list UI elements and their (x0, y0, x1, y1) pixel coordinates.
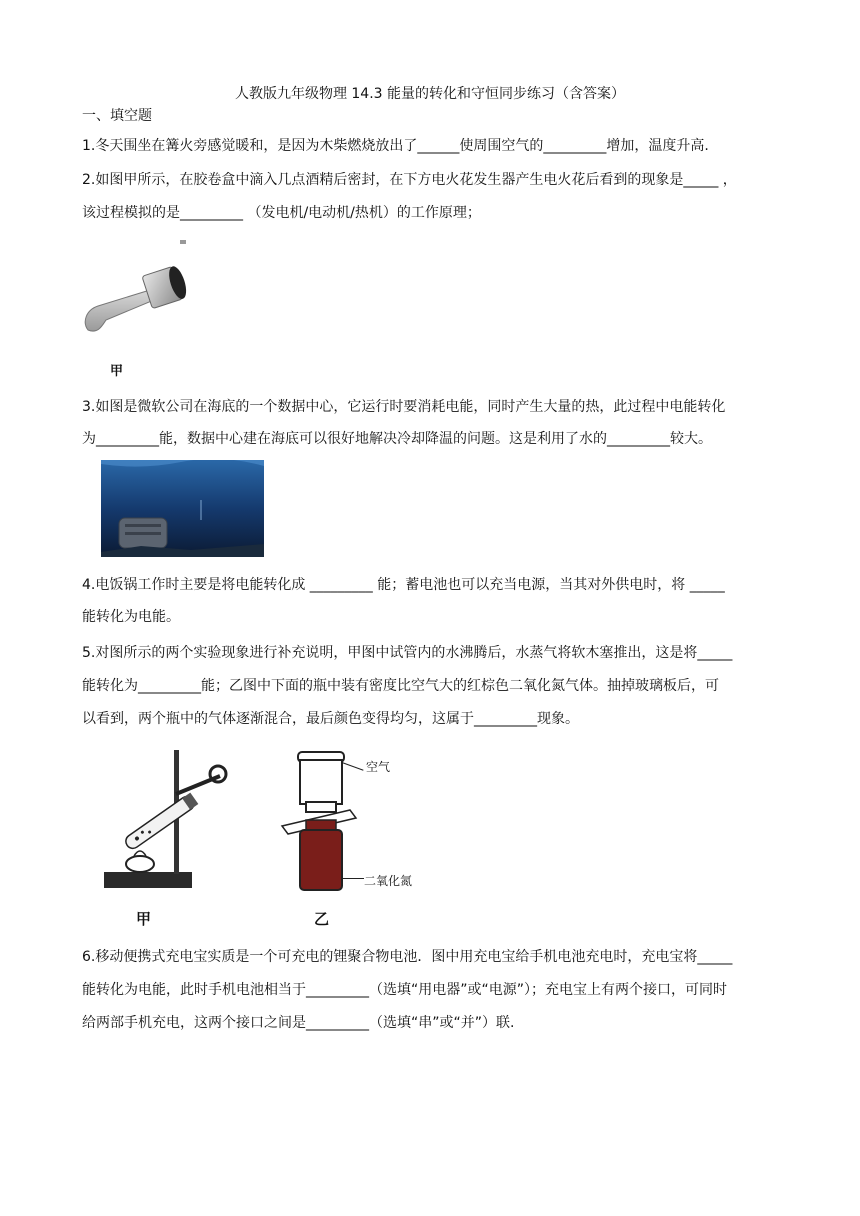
question-5-line-1: 5.对图所示的两个实验现象进行补充说明，甲图中试管内的水沸腾后，水蒸气将软木塞推出，这是将_____ (82, 645, 733, 661)
film-canister-illustration (80, 234, 200, 344)
gas-jars-illustration (278, 746, 358, 896)
figure-test-tube-stand (100, 746, 230, 936)
question-3-line-2: 为_________能，数据中心建在海底可以很好地解决冷却降温的问题。这是利用了水的_________较大。 (82, 431, 712, 447)
page-title: 人教版九年级物理 14.3 能量的转化和守恒同步练习（含答案） (234, 86, 626, 102)
figure-film-canister (80, 234, 200, 379)
question-6-line-2: 能转化为电能，此时手机电池相当于_________（选填“用电器”或“电源”）；充电宝上有两个接口，可同时 (82, 982, 728, 998)
label-no2-leader (342, 878, 364, 879)
figure-gas-jars (278, 746, 448, 936)
question-6-line-1: 6.移动便携式充电宝实质是一个可充电的锂聚合物电池．图中用充电宝给手机电池充电时，充电宝将_____ (82, 949, 733, 965)
label-air: 空气 (366, 760, 391, 774)
question-4-line-1: 4.电饭锅工作时主要是将电能转化成 _________ 能；蓄电池也可以充当电源，当其对外供电时，将 _____ (82, 577, 725, 593)
undersea-datacenter-photo (101, 460, 264, 557)
figure-label-yi: 乙 (314, 910, 330, 928)
question-5-line-3: 以看到，两个瓶中的气体逐渐混合，最后颜色变得均匀，这属于_________现象。 (82, 711, 579, 727)
question-2-line-1: 2.如图甲所示，在胶卷盒中滴入几点酒精后密封，在下方电火花发生器产生电火花后看到的现象是_____ ， (82, 172, 737, 188)
section-heading: 一、填空题 (82, 108, 152, 124)
question-2-line-2: 该过程模拟的是_________ （发电机/电动机/热机）的工作原理； (82, 205, 481, 221)
question-5-line-2: 能转化为_________能；乙图中下面的瓶中装有密度比空气大的红棕色二氧化氮气体。抽掉玻璃板后，可 (82, 678, 719, 694)
test-tube-stand-illustration (100, 746, 230, 896)
question-1-line-1: 1.冬天围坐在篝火旁感觉暖和，是因为木柴燃烧放出了______使周围空气的_________增加，温度升高. (82, 138, 709, 154)
undersea-scene (101, 460, 264, 557)
figure-label-jia: 甲 (110, 364, 124, 379)
question-6-line-3: 给两部手机充电，这两个接口之间是_________（选填“串”或“并”）联. (82, 1015, 515, 1031)
question-4-line-2: 能转化为电能。 (82, 609, 180, 625)
question-3-line-1: 3.如图是微软公司在海底的一个数据中心，它运行时要消耗电能，同时产生大量的热，此过程中电能转化 (82, 399, 726, 415)
label-no2: 二氧化氮 (364, 874, 413, 888)
figure-label-jia-2: 甲 (136, 910, 152, 928)
